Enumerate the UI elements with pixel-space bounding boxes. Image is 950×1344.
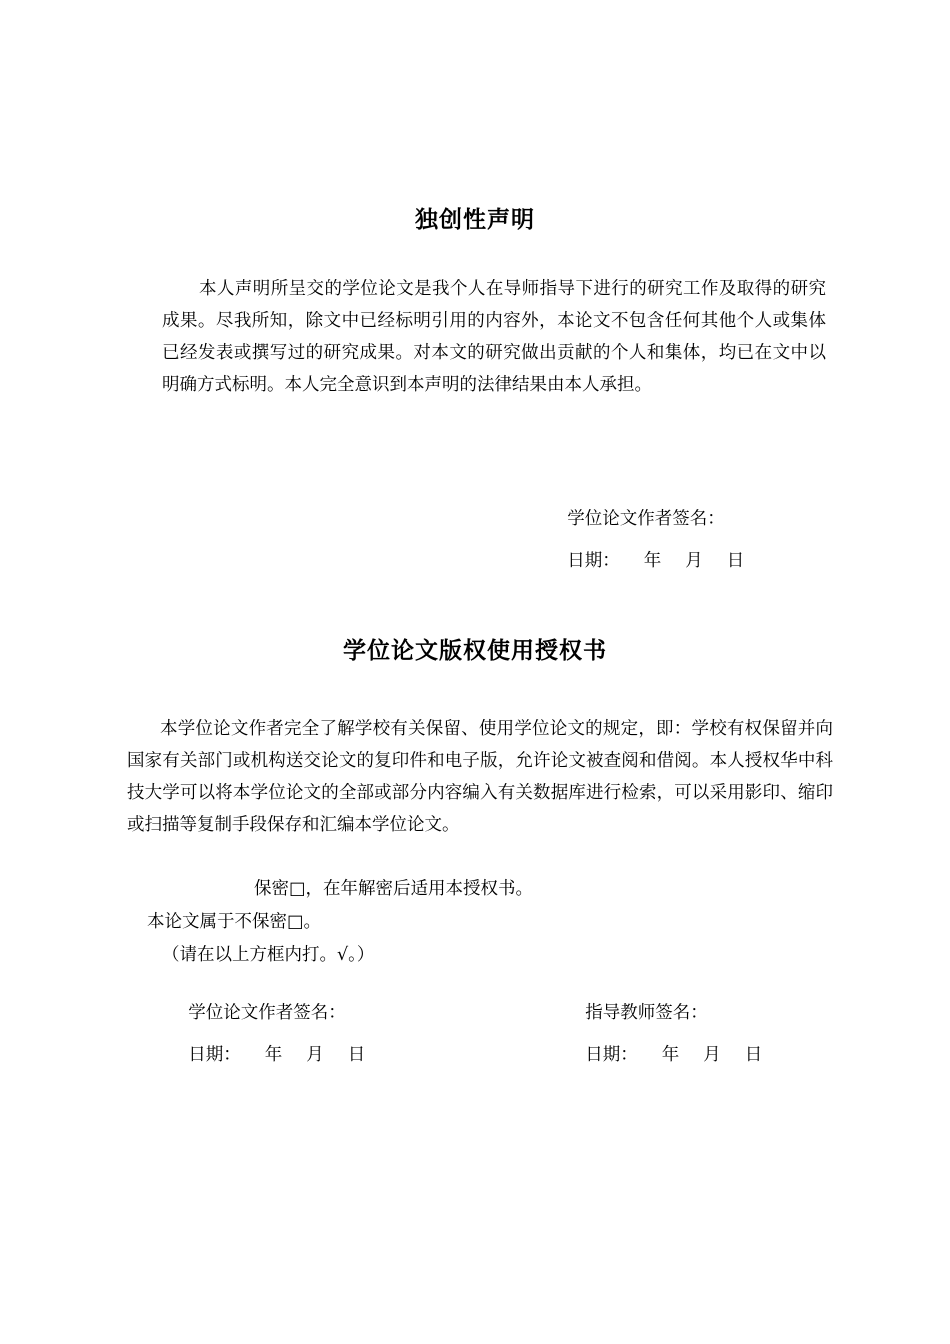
date-label: 日期： — [585, 1045, 638, 1065]
year-label: 年 — [264, 1045, 283, 1065]
day-label: 日 — [726, 551, 745, 571]
declaration-title: 独创性声明 — [415, 207, 535, 233]
non-confidential-line: 本论文属于不保密□。 — [147, 912, 322, 932]
date-label: 日期： — [567, 551, 620, 571]
day-label: 日 — [347, 1045, 366, 1065]
author-signature-label: 学位论文作者签名： — [567, 509, 725, 529]
confidential-line: 保密□，在年解密后适用本授权书。 — [254, 879, 534, 899]
author-signature-label: 学位论文作者签名： — [188, 1003, 346, 1023]
declaration-body: 本人声明所呈交的学位论文是我个人在导师指导下进行的研究工作及取得的研究成果。尽我所知，除文中已经标明引用的内容外，本论文不包含任何其他个人或集体已经发表或撰写过的研究成果。对本文的研究做出贡献的个人和集体，均已在文中以明确方式标明。本人完全意识到本声明的法律结果由本人承担。 — [162, 279, 826, 395]
author-date-line — [166, 1019, 365, 1091]
checkbox-hint: （请在以上方框内打。√。） — [162, 945, 375, 965]
advisor-date-line — [563, 1019, 762, 1091]
authorization-title: 学位论文版权使用授权书 — [343, 638, 607, 664]
day-label: 日 — [744, 1045, 763, 1065]
year-label: 年 — [643, 551, 662, 571]
declaration-date-line — [545, 525, 744, 597]
advisor-signature-label: 指导教师签名： — [585, 1003, 708, 1023]
year-label: 年 — [661, 1045, 680, 1065]
date-label: 日期： — [188, 1045, 241, 1065]
month-label: 月 — [703, 1045, 721, 1065]
month-label: 月 — [685, 551, 703, 571]
authorization-body: 本学位论文作者完全了解学校有关保留、使用学位论文的规定，即：学校有权保留并向国家有关部门或机构送交论文的复印件和电子版，允许论文被查阅和借阅。本人授权华中科技大学可以将本学位论文的全部或部分内容编入有关数据库进行检索，可以采用影印、缩印或扫描等复制手段保存和汇编本学位论文。 — [127, 719, 833, 835]
month-label: 月 — [306, 1045, 324, 1065]
